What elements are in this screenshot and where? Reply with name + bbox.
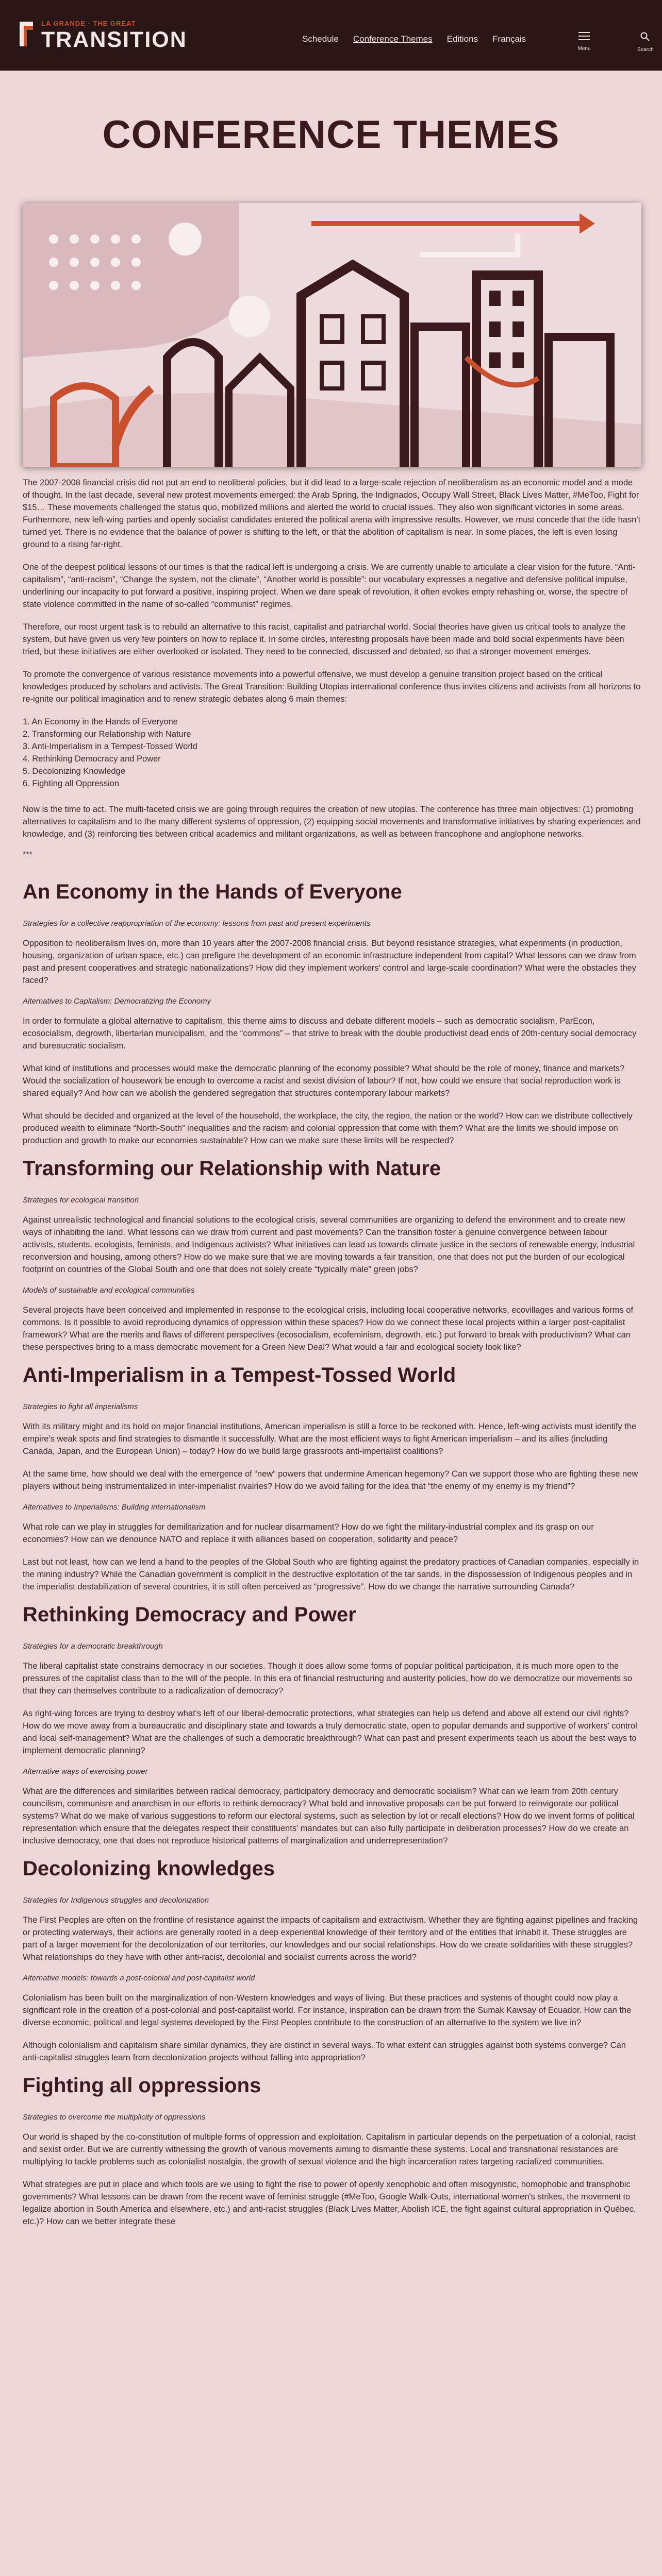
- logo-mark-icon: [18, 20, 35, 48]
- subheading: Strategies for a democratic breakthrough: [23, 1642, 163, 1651]
- nav-schedule[interactable]: Schedule: [302, 34, 339, 44]
- section-paragraph: Opposition to neoliberalism lives on, more than 10 years after the 2007-2008 financial crisis. But beyond resistance strategies, what experiments (in production, housing, organization of urban space, etc.) can prefigure the development of an economic infrastructure independent from capital? What lessons can we draw from past and present cooperatives and strategic nationalizations? How did they implement workers' control and large-scale coordination? What were the obstacles they faced?: [23, 939, 636, 985]
- section-paragraph: The First Peoples are often on the frontline of resistance against the impacts of capitalism and extractivism. Whether they are fighting against pipelines and fracking or protecting waterways, their actions are generally rooted in a deep experiential knowledge of their territory and of the entities that inhabit it. These struggles are part of a larger movement for the decolonization of our territories, our knowledges and our social relationships. How do we create solidarities with these struggles? What relationships do they have with other anti-racist, decolonial and socialist currents across the world?: [23, 1916, 638, 1962]
- section-paragraph: What strategies are put in place and which tools are we using to fight the rise to power of openly xenophobic and often misogynistic, homophobic and transphobic governments? What lessons can be drawn from the recent wave of feminist struggle (#MeToo, Google Walk-Outs, international women's strikes, the movement to legalize abortion in South America and elsewhere, etc.) and anti-racist struggles (Black Lives Matter, Abolish ICE, the fight against cultural appropriation in Québec, etc.)? How can we better integrate these: [23, 2180, 636, 2226]
- section-heading-oppressions: Fighting all oppressions: [23, 2074, 261, 2097]
- intro-paragraph: To promote the convergence of various resistance movements into a powerful offensive, we must develop a genuine transition project based on the critical knowledges produced by scholars and activists. The Great Transition: Building Utopias international conference thus invites citizens and activists from all horizons to re-ignite our political imagination and to renew strategic debates along 6 main themes:: [23, 670, 641, 704]
- page-title: CONFERENCE THEMES: [102, 113, 560, 157]
- section-paragraph: Several projects have been conceived and implemented in response to the ecological crisis, including local cooperative networks, ecovillages and various forms of commons. Is it possible to avoid reproducing dynamics of oppression within these spaces? How do we connect these local projects within a larger post-capitalist framework? What are the merits and flaws of different perspectives (ecosocialism, ecofeminism, degrowth, etc.) put forward to break with productivism? What can these perspectives bring to a mass democratic movement for a Green New Deal? What would a fair and ecological society look like?: [23, 1306, 634, 1352]
- theme-item: 4. Rethinking Democracy and Power: [23, 754, 161, 764]
- search-icon: [640, 32, 650, 41]
- section-paragraph: Colonialism has been built on the marginalization of non-Western knowledges and ways of living. But these practices and systems of thought could now play a significant role in the creation of a post-colonial and post-capitalist world. For instance, inspiration can be drawn from the Sumak Kawsay of Ecuador. How can the diverse economic, political and legal systems developed by the First Peoples contribute to the construction of an alternative to the system we live in?: [23, 1993, 632, 2027]
- section-paragraph: Against unrealistic technological and financial solutions to the ecological crisis, several communities are organizing to defend the environment and to create new ways of inhabiting the land. What lessons can we draw from current and past movements? Can the transition foster a genuine convergence between labour activists, students, ecologists, feminists, and Indigenous activists? What initiatives can lead us towards climate justice in the sectors of renewable energy, industrial reconversion and housing, among others? How do we make sure that we are moving towards a fair transition, one that does not put the burden of our ecological footprint on countries of the Global South and one that does not solely create “typically male” green jobs?: [23, 1215, 635, 1274]
- intro-paragraph: One of the deepest political lessons of our times is that the radical left is undergoing a crisis. We are currently unable to articulate a clear vision for the future. “Anti-capitalism”, “anti-racism”, “Change the system, not the climate”, “Another world is possible”: our vocabulary expresses a negative and defensive political impulse, underlining our incapacity to put forward a positive, inspiring project. When we dare speak of revolution, it often evokes empty rehashing or, worse, the spectre of state violence committed in the name of so-called “communist” regimes.: [23, 563, 636, 609]
- section-paragraph: Although colonialism and capitalism share similar dynamics, they are distinct in several ways. To what extent can struggles against both systems converge? Can anti-capitalist struggles learn from decolonization projects without falling into appropriation?: [23, 2041, 626, 2062]
- subheading: Strategies for ecological transition: [23, 1196, 139, 1205]
- section-heading-nature: Transforming our Relationship with Nature: [23, 1157, 441, 1180]
- subheading: Alternatives to Capitalism: Democratizing the Economy: [23, 997, 211, 1006]
- theme-item: 5. Decolonizing Knowledge: [23, 767, 126, 776]
- section-paragraph: Our world is shaped by the co-constitution of multiple forms of oppression and exploitation. Capitalism in particular depends on the perpetuation of a colonial, racist and sexist order. But we are currently witnessing the growth of various movements aiming to dismantle these systems. Local and transnational resistances are multiplying to tackle problems such as colonialist nostalgia, the growth of sexual violence and the high incarceration rates targeting racialized communities.: [23, 2132, 636, 2166]
- section-heading-decolonizing: Decolonizing knowledges: [23, 1857, 275, 1880]
- site-header: [0, 0, 662, 71]
- section-paragraph: With its military might and its hold on major financial institutions, American imperialism is still a force to be reckoned with. Hence, left-wing activists must identify the empire's weak spots and find strategies to dismantle it successfully. What are the most efficient ways to fight American imperialism – and its allies (including Canada, Japan, and the European Union) – today? How do we build large grassroots anti-imperialist coalitions?: [23, 1422, 637, 1456]
- section-heading-economy: An Economy in the Hands of Everyone: [23, 880, 402, 903]
- search-label: Search: [637, 47, 654, 53]
- nav-editions[interactable]: Editions: [446, 34, 478, 44]
- hero-illustration: [23, 203, 641, 467]
- logo-title: TRANSITION: [41, 27, 187, 52]
- section-paragraph: The liberal capitalist state constrains democracy in our societies. Though it does allow some forms of popular political participation, it is much more open to the pressures of the capitalist class than to the will of the people. In this era of financial restructuring and austerity policies, how do we democratize our movements so that they can themselves contribute to a radicalization of democracy?: [23, 1662, 633, 1696]
- menu-button[interactable]: [576, 32, 592, 52]
- subheading: Strategies for a collective reappropriation of the economy: lessons from past and present experiments: [23, 919, 371, 928]
- subheading: Strategies to overcome the multiplicity of oppressions: [23, 2113, 206, 2122]
- themes-list: [23, 716, 641, 790]
- subheading: Alternative models: towards a post-colonial and post-capitalist world: [23, 1974, 255, 1982]
- theme-item: 1. An Economy in the Hands of Everyone: [23, 717, 178, 726]
- theme-item: 3. Anti-Imperialism in a Tempest-Tossed World: [23, 742, 197, 751]
- subheading: Strategies to fight all imperialisms: [23, 1402, 138, 1411]
- main-nav: [302, 34, 540, 44]
- logo-tagline: LA GRANDE · THE GREAT: [41, 20, 136, 27]
- section-paragraph: What kind of institutions and processes would make the democratic planning of the economy possible? What should be the role of money, finance and markets? Would the socialization of housework be enough to overcome a racist and sexist division of labour? If not, how could we ensure that social reproduction work is shared equally? And how can we abolish the gendered segregation that structures contemporary labour markets?: [23, 1064, 625, 1098]
- subheading: Alternative ways of exercising power: [23, 1767, 148, 1776]
- site-logo[interactable]: [18, 20, 187, 52]
- section-paragraph: What are the differences and similarities between radical democracy, participatory democracy and democratic socialism? What can we learn from 20th century councilism, communism and anarchism in our efforts to rethink democracy? What bold and innovative proposals can be put forward to reinvigorate our political systems? What do we make of various suggestions to reform our electoral systems, such as selection by lot or recall elections? How do we invent forms of political representation which ensure that the delegates respect their constituents' mandates but can also fully participate in deliberation processes? How do we create an inclusive democracy, one that does not reproduce historical patterns of marginalization and underrepresentation?: [23, 1787, 635, 1845]
- section-heading-anti-imperialism: Anti-Imperialism in a Tempest-Tossed World: [23, 1364, 456, 1386]
- intro-paragraph: Therefore, our most urgent task is to rebuild an alternative to this racist, capitalist and patriarchal world. Social theories have given us critical tools to analyze the system, but have given us very few pointers on how to replace it. In some circles, interesting proposals have been made and bold social experiments have been tried, but these initiatives are either overlooked or isolated. They need to be connected, discussed and debated, so that a stronger movement emerges.: [23, 622, 626, 656]
- section-paragraph: What should be decided and organized at the level of the household, the workplace, the city, the region, the nation or the world? How can we distribute collectively produced wealth to eliminate “North-South” inequalities and the racism and colonial oppression that come with them? What are the limits we should impose on production and growth to make our economies sustainable? How can we make sure these limits will be respected?: [23, 1111, 633, 1145]
- search-button[interactable]: [637, 32, 653, 53]
- intro-paragraph: Now is the time to act. The multi-faceted crisis we are going through requires the creation of new utopias. The conference has three main objectives: (1) promoting alternatives to capitalism and to the many different systems of oppression, (2) equipping social movements and transformative initiatives by sharing experiences and knowledge, and (3) reinforcing ties between critical academics and militant organizations, as well as between francophone and anglophone networks.: [23, 805, 641, 839]
- section-paragraph: In order to formulate a global alternative to capitalism, this theme aims to discuss and debate different models – such as democratic socialism, ParEcon, ecosocialism, degrowth, libertarian municipalism, and the “commons” – that strive to break with the double productivist dead ends of 20th-century social democracy and bureaucratic socialism.: [23, 1016, 637, 1050]
- nav-language-francais[interactable]: Français: [492, 34, 526, 44]
- menu-label: Menu: [577, 46, 591, 52]
- section-paragraph: At the same time, how should we deal with the emergence of “new” powers that undermine American hegemony? Can we support those who are fighting these new players without being instrumentalized in inter-imperialist rivalries? How do we avoid falling for the idea that “the enemy of my enemy is my friend”?: [23, 1469, 638, 1491]
- theme-item: 2. Transforming our Relationship with Nature: [23, 730, 191, 739]
- theme-item: 6. Fighting all Oppression: [23, 779, 120, 788]
- section-heading-democracy: Rethinking Democracy and Power: [23, 1603, 356, 1626]
- subheading: Models of sustainable and ecological communities: [23, 1286, 195, 1295]
- section-separator: ***: [23, 851, 32, 859]
- article-body: [23, 477, 641, 2238]
- section-paragraph: Last but not least, how can we lend a hand to the peoples of the Global South who are fighting against the predatory practices of Canadian companies, especially in the mining industry? While the Canadian government is complicit in the destructive exploitation of the tar sands, in the dispossession of Indigenous peoples and in the imperialist destabilization of several countries, it is still often perceived as “progressive”. How do we change the narrative surrounding Canada?: [23, 1557, 639, 1591]
- section-paragraph: As right-wing forces are trying to destroy what's left of our liberal-democratic protections, what strategies can help us defend and above all extend our civil rights? How do we move away from a bureaucratic and disciplinary state and towards a truly democratic state, open to popular demands and supportive of workers' control and local self-management? What are the challenges of such a democratic breakthrough? What can past and present experiments teach us about the best ways to implement democratic planning?: [23, 1709, 637, 1755]
- nav-conference-themes[interactable]: Conference Themes: [353, 34, 433, 44]
- subheading: Strategies for Indigenous struggles and decolonization: [23, 1896, 209, 1905]
- subheading: Alternatives to Imperialisms: Building internationalism: [23, 1503, 206, 1512]
- section-paragraph: What role can we play in struggles for demilitarization and for nuclear disarmament? How do we fight the military-industrial complex and its grasp on our economies? How can we denounce NATO and replace it with alliances based on cooperation, solidarity and peace?: [23, 1522, 594, 1544]
- intro-paragraph: The 2007-2008 financial crisis did not put an end to neoliberal policies, but it did lead to a large-scale rejection of neoliberalism as an economic model and a mode of thought. In the last decade, several new protest movements emerged: the Arab Spring, the Indignados, Occupy Wall Street, Black Lives Matter, #MeToo, Fight for $15… These movements challenged the status quo, mobilized millions and alerted the world to crucial issues. They also won significant victories in some areas. Furthermore, new left-wing parties and openly socialist candidates entered the political arena with impressive results. However, we must concede that the tide hasn't turned yet. There is no evidence that the balance of power is shifting to the left, or that the abolition of capitalism is near. In some places, the left is even losing ground to a rising far-right.: [23, 478, 641, 549]
- hamburger-icon: [578, 32, 590, 40]
